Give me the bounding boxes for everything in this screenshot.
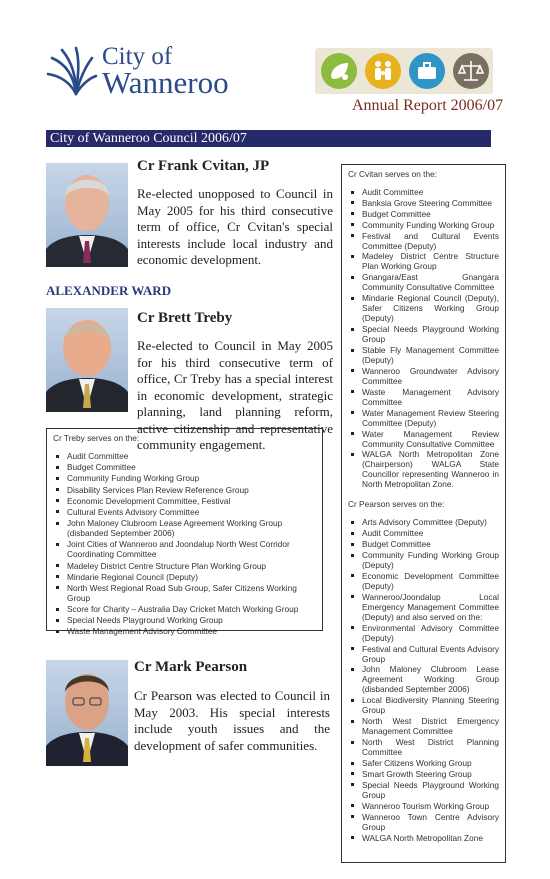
list-item: Banksia Grove Steering Committee <box>348 198 499 208</box>
cvitan-box-heading: Cr Cvitan serves on the: <box>348 169 437 179</box>
list-item: Water Management Review Steering Committee (Deputy) <box>348 408 499 428</box>
list-item: Disability Services Plan Review Reference Group <box>53 485 316 495</box>
list-item: Waste Management Advisory Committee <box>348 387 499 407</box>
cvitan-bio: Re-elected unopposed to Council in May 2005 for his third consecutive term of office, Cr Cvitan's special interests include local industry and economic development. <box>137 186 333 267</box>
list-item: Waste Management Advisory Committee <box>53 626 316 636</box>
list-item: Madeley District Centre Structure Plan Working Group <box>348 251 499 271</box>
treby-bio: Re-elected to Council in May 2005 for his third consecutive term of office, Cr Treby has a special interest in economic development, strategic planning, land planning reform, active citizenship and representative community engagement. <box>137 338 333 452</box>
pearson-bio: Cr Pearson was elected to Council in May 2003. His special interests include youth issues and the development of safer communities. <box>134 688 330 753</box>
list-item: Gnangara/East Gnangara Community Consultative Committee <box>348 272 499 292</box>
list-item: WALGA North Metropolitan Zone (Chairperson) WALGA State Councillor representing Wanneroo in North Metropolitan Zone. <box>348 449 499 489</box>
pearson-box-heading: Cr Pearson serves on the: <box>348 499 445 510</box>
list-item: Economic Development Committee, Festival <box>53 496 316 506</box>
list-item: Smart Growth Steering Group <box>348 769 499 779</box>
pearson-photo <box>46 660 128 766</box>
treby-name: Cr Brett Treby <box>137 310 233 326</box>
list-item: Safer Citizens Working Group <box>348 758 499 768</box>
cvitan-photo <box>46 163 128 267</box>
list-item: Community Funding Working Group <box>348 220 499 230</box>
list-item: Budget Committee <box>348 209 499 219</box>
list-item: Water Management Review Community Consultative Committee <box>348 429 499 449</box>
list-item: Economic Development Committee (Deputy) <box>348 571 499 591</box>
list-item: Community Funding Working Group (Deputy) <box>348 550 499 570</box>
logo-plant-icon <box>46 46 98 96</box>
list-item: Cultural Events Advisory Committee <box>53 507 316 517</box>
list-item: John Maloney Clubroom Lease Agreement Working Group (disbanded September 2006) <box>53 518 316 538</box>
list-item: North West District Emergency Management Committee <box>348 716 499 736</box>
treby-photo <box>46 308 128 412</box>
city-of-wanneroo-logo <box>46 44 246 104</box>
theme-icon-strip <box>315 48 493 94</box>
list-item: Audit Committee <box>53 451 316 461</box>
ward-heading: ALEXANDER WARD <box>46 283 172 298</box>
list-item: Mindarie Regional Council (Deputy) <box>53 572 316 582</box>
list-item: Wanneroo Groundwater Advisory Committee <box>348 366 499 386</box>
cvitan-name: Cr Frank Cvitan, JP <box>137 158 270 174</box>
list-item: Budget Committee <box>348 539 499 549</box>
list-item: Audit Committee <box>348 528 499 538</box>
list-item: Community Funding Working Group <box>53 473 316 483</box>
list-item: Local Biodiversity Planning Steering Group <box>348 695 499 715</box>
annual-report-title: Annual Report 2006/07 <box>352 97 504 114</box>
list-item: Joint Cities of Wanneroo and Joondalup North West Corridor Coordinating Committee <box>53 539 316 559</box>
list-item: John Maloney Clubroom Lease Agreement Working Group (disbanded September 2006) <box>348 664 499 694</box>
treby-committees-box <box>46 428 323 637</box>
leaf-icon <box>321 53 357 89</box>
list-item: North West District Planning Committee <box>348 737 499 757</box>
logo-wanneroo-text: Wanneroo <box>102 65 229 100</box>
list-item: Audit Committee <box>348 187 499 197</box>
list-item: Special Needs Playground Working Group <box>53 615 316 625</box>
list-item: Budget Committee <box>53 462 316 472</box>
list-item: Arts Advisory Committee (Deputy) <box>348 517 499 527</box>
list-item: Score for Charity – Australia Day Cricket Match Working Group <box>53 604 316 614</box>
list-item: Environmental Advisory Committee (Deputy) <box>348 623 499 643</box>
list-item: Festival and Cultural Events Committee (Deputy) <box>348 231 499 251</box>
list-item: Mindarie Regional Council (Deputy), Safer Citizens Working Group (Deputy) <box>348 293 499 323</box>
list-item: Special Needs Playground Working Group <box>348 780 499 800</box>
list-item: Wanneroo Town Centre Advisory Group <box>348 812 499 832</box>
scales-icon <box>453 53 489 89</box>
list-item: Stable Fly Management Committee (Deputy) <box>348 345 499 365</box>
list-item: North West Regional Road Sub Group, Safer Citizens Working Group <box>53 583 316 603</box>
list-item: Wanneroo Tourism Working Group <box>348 801 499 811</box>
logo-city-text: City of <box>102 43 173 70</box>
section-title-bar: City of Wanneroo Council 2006/07 <box>46 130 491 147</box>
briefcase-icon <box>409 53 445 89</box>
list-item: WALGA North Metropolitan Zone <box>348 833 499 843</box>
list-item: Wanneroo/Joondalup Local Emergency Management Committee (Deputy) and also served on the: <box>348 592 499 622</box>
list-item: Madeley District Centre Structure Plan Working Group <box>53 561 316 571</box>
family-icon <box>365 53 401 89</box>
treby-box-heading: Cr Treby serves on the: <box>53 433 140 443</box>
cvitan-pearson-committees-box <box>341 164 506 863</box>
list-item: Special Needs Playground Working Group <box>348 324 499 344</box>
list-item: Festival and Cultural Events Advisory Group <box>348 644 499 664</box>
pearson-name: Cr Mark Pearson <box>134 659 248 675</box>
